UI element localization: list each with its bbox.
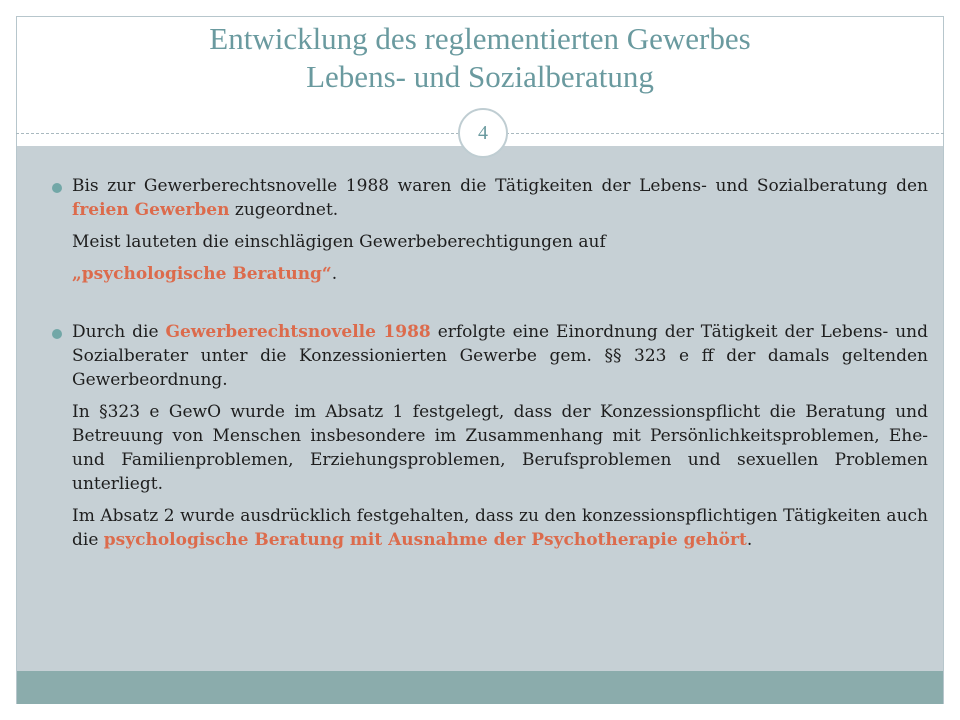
slide-title: [16, 20, 944, 96]
p1-accent: freien Gewerben: [72, 200, 230, 220]
bullet-icon: [52, 329, 62, 339]
footer-band: [17, 671, 943, 704]
paragraph-gap: [52, 294, 928, 320]
p1-sub-1: Meist lauteten die einschlägigen Gewerbeberechtigungen auf: [72, 232, 606, 252]
p2-sub-2-text-b: .: [746, 530, 753, 550]
p1-text-b: zugeordnet.: [229, 200, 339, 220]
title-line-2: Lebens- und Sozialberatung: [306, 59, 654, 94]
bullet-icon: [52, 183, 62, 193]
p1-sub-2-accent: „psychologische Beratung“: [72, 264, 332, 284]
p1-sub-2: [52, 262, 928, 286]
page-number-badge: [458, 108, 508, 158]
p2-text-b: erfolgte eine Einordnung der Tätigkeit der Lebens- und Sozialberater unter die Konzessionierten Gewerbe gem. §§ 323 e ff der damals geltenden Gewerbeordnung.: [72, 322, 928, 390]
p2-sub-2-accent: psychologische Beratung mit Ausnahme der Psychotherapie gehört: [103, 530, 747, 550]
title-line-1: Entwicklung des reglementierten Gewerbes: [209, 21, 751, 56]
p2-text-a: Durch die: [72, 322, 166, 342]
bullet-paragraph-2: [52, 320, 928, 392]
p2-sub-2: [52, 504, 928, 552]
p2-sub-2-text-a: Im Absatz 2 wurde ausdrücklich festgehalten, dass zu den konzessionspflichtigen Tätigkeiten auch die: [72, 506, 928, 550]
page-number: 4: [478, 122, 488, 144]
p2-sub-1: In §323 e GewO wurde im Absatz 1 festgelegt, dass der Konzessionspflicht die Beratung und Betreuung von Menschen insbesondere im Zusammenhang mit Persönlichkeitsproblemen, Ehe- und Familienproblemen, Erziehungsproblemen, Berufsproblemen und sexuellen Problemen unterliegt.: [72, 402, 928, 494]
bullet-paragraph-1: [52, 174, 928, 222]
p1-text-a: Bis zur Gewerberechtsnovelle 1988 waren die Tätigkeiten der Lebens- und Sozialberatung den: [72, 176, 928, 196]
slide-body: [52, 174, 928, 560]
p2-accent: Gewerberechtsnovelle 1988: [165, 322, 431, 342]
p1-sub-2-text: .: [331, 264, 338, 284]
